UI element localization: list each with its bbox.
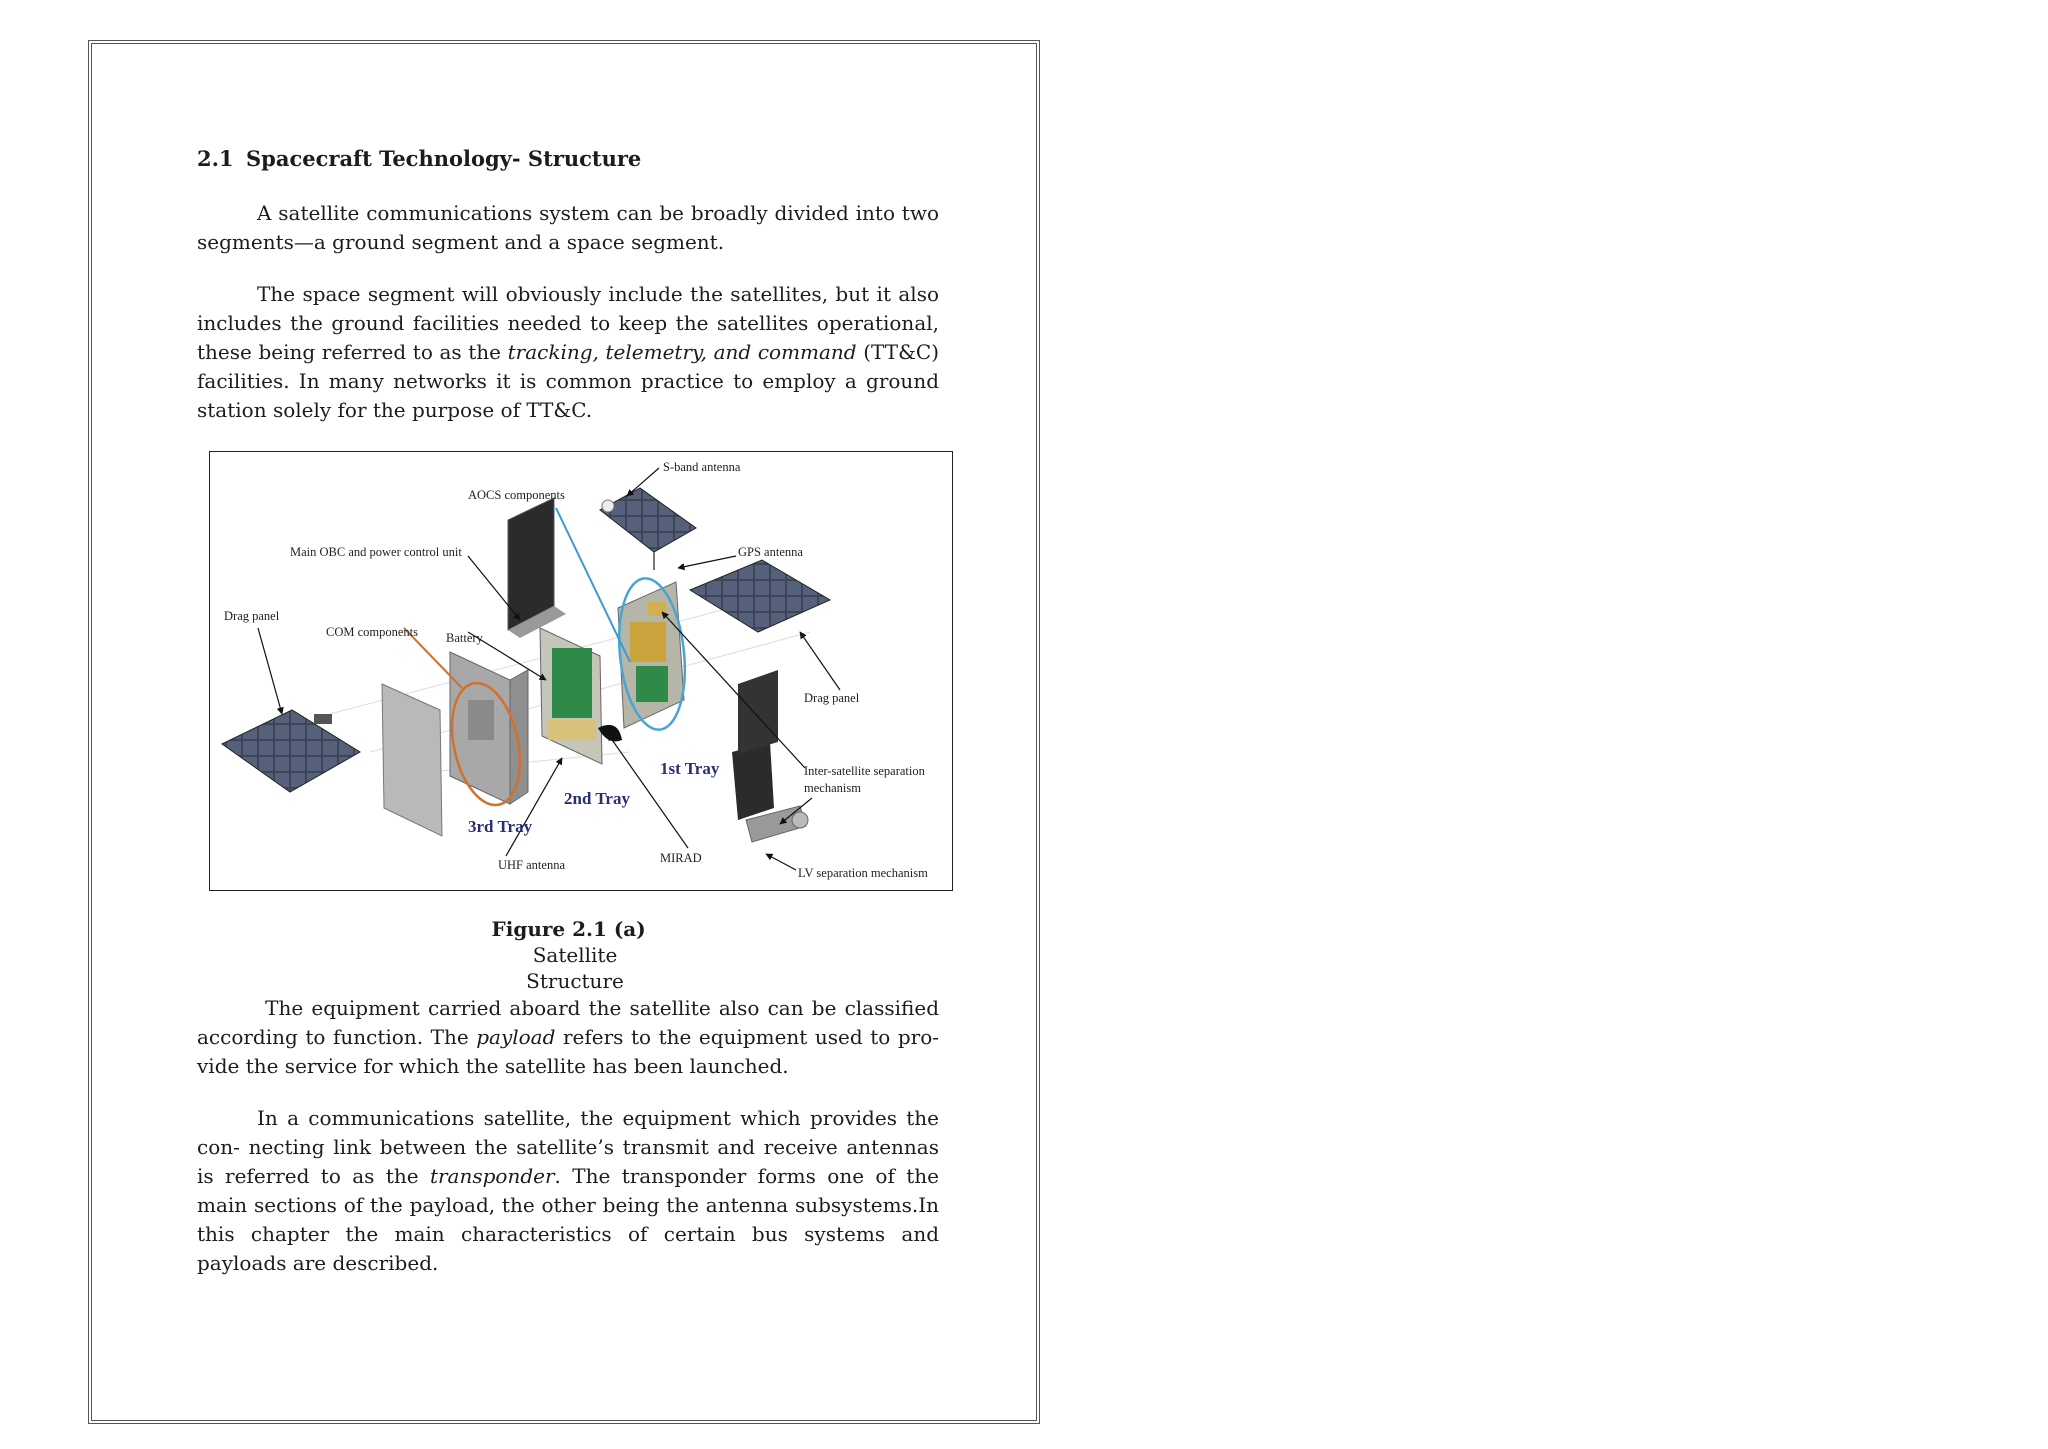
paragraph-3 xyxy=(197,994,939,1081)
caption-text-line1: Satellite xyxy=(532,943,618,967)
right-drag-panel xyxy=(690,560,830,632)
italic-term: tracking, telemetry, and command xyxy=(507,340,857,364)
label-lv-separation: LV separation mechanism xyxy=(798,866,928,880)
section-title: Spacecraft Technology- Structure xyxy=(246,146,642,171)
label-aocs-components: AOCS components xyxy=(468,488,565,502)
label-gps-antenna: GPS antenna xyxy=(738,545,803,559)
label-second-tray: 2nd Tray xyxy=(564,789,630,808)
label-drag-panel-left: Drag panel xyxy=(224,609,280,623)
paragraph-text: (TT&C) facilities. In many networks it is common practice to employ a ground station solely for the purpose of TT&C. xyxy=(197,340,939,422)
paragraph-text: The equipment carried aboard the satellite also can be classified according to function. The xyxy=(197,996,939,1049)
paragraph-2 xyxy=(197,280,939,425)
italic-term: transponder xyxy=(429,1164,555,1188)
label-third-tray: 3rd Tray xyxy=(468,817,533,836)
paragraph-text: In a communications satellite, the equipment which provides the con- necting link between the satellite’s transmit and receive antennas is referred to as the xyxy=(197,1106,939,1188)
side-wall-panel xyxy=(382,684,442,836)
first-tray xyxy=(618,582,684,728)
left-drag-panel xyxy=(222,710,360,792)
label-inter-satellite-2: mechanism xyxy=(804,781,861,795)
italic-term: payload xyxy=(476,1025,556,1049)
caption-label: Figure 2.1 (a) xyxy=(491,917,646,941)
label-uhf-antenna: UHF antenna xyxy=(498,858,565,872)
paragraph-4 xyxy=(197,1104,939,1278)
second-tray xyxy=(540,628,622,764)
figure-satellite-structure xyxy=(209,451,953,891)
paragraph-text: The space segment will obviously include the satellites, but it also includes the ground facilities needed to keep the satellites operational, these being referred to as the xyxy=(197,282,939,364)
label-mirad: MIRAD xyxy=(660,851,702,865)
paragraph-text: A satellite communications system can be broadly divided into two segments—a ground segment and a space segment. xyxy=(197,201,939,254)
label-first-tray: 1st Tray xyxy=(660,759,720,778)
paragraph-text: . The transponder forms one of the main sections of the payload, the other being the antenna subsystems.In this chapter the main characteristics of certain bus systems and payloads are described. xyxy=(197,1164,939,1275)
section-number: 2.1 xyxy=(197,146,234,171)
satellite-exploded-diagram xyxy=(210,452,954,892)
aocs-leader-line xyxy=(556,508,630,662)
top-solar-panel xyxy=(600,488,696,570)
label-main-obc: Main OBC and power control unit xyxy=(290,545,462,559)
label-com-components: COM components xyxy=(326,625,419,639)
inter-satellite-separation-mechanism xyxy=(732,670,778,820)
label-s-band-antenna: S-band antenna xyxy=(663,460,741,474)
section-heading xyxy=(197,146,641,171)
main-obc-board xyxy=(508,498,566,638)
paragraph-text: refers to the equipment used to pro- vide the service for which the satellite has been launched. xyxy=(197,1025,939,1078)
label-drag-panel-right: Drag panel xyxy=(804,691,860,705)
label-inter-satellite-1: Inter-satellite separation xyxy=(804,764,925,778)
paragraph-1 xyxy=(197,199,939,257)
label-battery: Battery xyxy=(446,631,483,645)
caption-text-line2: Structure xyxy=(526,969,624,993)
figure-caption xyxy=(452,916,698,994)
